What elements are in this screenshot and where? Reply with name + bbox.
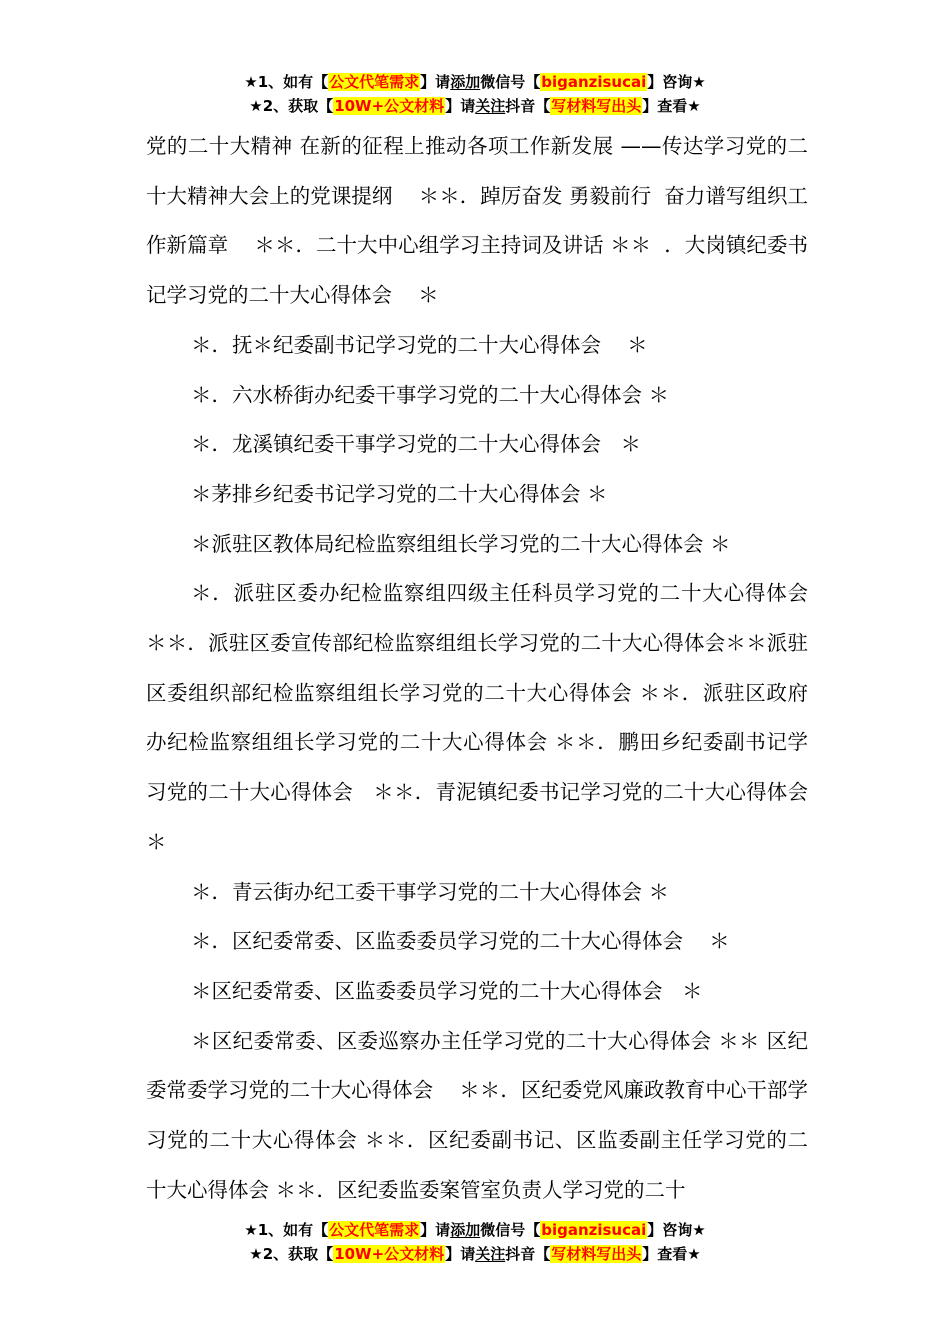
highlight-douyin: 写材料写出头 <box>551 1245 642 1263</box>
header-banner <box>0 70 950 118</box>
paragraph: ＊．龙溪镇纪委干事学习党的二十大心得体会 ＊ <box>191 432 642 457</box>
banner-line-2: ★2、获取【10W+公文材料】请关注抖音【写材料写出头】查看★ <box>249 97 701 115</box>
banner-line-1: ★1、如有【公文代笔需求】请添加微信号【biganzisucai】咨询★ <box>244 73 706 91</box>
paragraph: ＊．派驻区委办纪检监察组四级主任科员学习党的二十大心得体会 ＊＊．派驻区委宣传部纪检监察组组长学习党的二十大心得体会＊＊派驻区委组织部纪检监察组组长学习党的二十大心得体会 ＊＊．派驻区政府办纪检监察组组长学习党的二十大心得体会 ＊＊．鹏田乡纪委副书记学习党的二十大心得体会 ＊＊．青泥镇纪委书记学习党的二十大心得体会 ＊ <box>146 581 835 854</box>
document-body <box>146 122 835 1215</box>
paragraph: ＊．抚＊纪委副书记学习党的二十大心得体会 ＊ <box>191 332 648 357</box>
highlight-douyin: 写材料写出头 <box>551 97 642 115</box>
paragraph: ＊．区纪委常委、区监委委员学习党的二十大心得体会 ＊ <box>191 929 730 954</box>
paragraph: ＊．青云街办纪工委干事学习党的二十大心得体会 ＊ <box>191 879 670 904</box>
highlight-service: 公文代笔需求 <box>329 1221 420 1239</box>
highlight-materials: 10W+公文材料 <box>334 97 445 115</box>
paragraph: 党的二十大精神 在新的征程上推动各项工作新发展 ——传达学习党的二十大精神大会上的党课提纲 ＊＊．踔厉奋发 勇毅前行 奋力谱写组织工作新篇章 ＊＊．二十大中心组学习主持词及讲话 ＊＊ ．大岗镇纪委书记学习党的二十大心得体会 ＊ <box>146 134 808 308</box>
paragraph: ＊派驻区教体局纪检监察组组长学习党的二十大心得体会 ＊ <box>191 531 731 556</box>
highlight-wechat-id: biganzisucai <box>541 1221 647 1239</box>
paragraph: ＊区纪委常委、区监委委员学习党的二十大心得体会 ＊ <box>191 978 703 1003</box>
highlight-materials: 10W+公文材料 <box>334 1245 445 1263</box>
paragraph: ＊区纪委常委、区委巡察办主任学习党的二十大心得体会 ＊＊ 区纪委常委学习党的二十大心得体会 ＊＊．区纪委党风廉政教育中心干部学习党的二十大心得体会 ＊＊．区纪委副书记、区监委副主任学习党的二十大心得体会 ＊＊．区纪委监委案管室负责人学习党的二十 <box>146 1028 808 1202</box>
footer-banner <box>0 1218 950 1266</box>
highlight-service: 公文代笔需求 <box>329 73 420 91</box>
banner-line-2: ★2、获取【10W+公文材料】请关注抖音【写材料写出头】查看★ <box>249 1245 701 1263</box>
highlight-wechat-id: biganzisucai <box>541 73 647 91</box>
banner-line-1: ★1、如有【公文代笔需求】请添加微信号【biganzisucai】咨询★ <box>244 1221 706 1239</box>
paragraph: ＊．六水桥街办纪委干事学习党的二十大心得体会 ＊ <box>191 382 670 407</box>
paragraph: ＊茅排乡纪委书记学习党的二十大心得体会 ＊ <box>191 481 608 506</box>
